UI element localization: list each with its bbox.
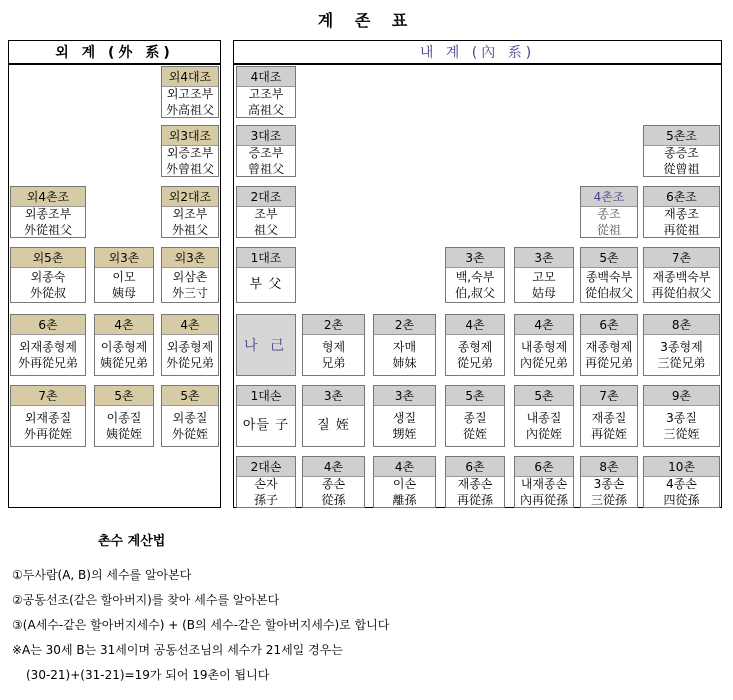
kin-cell-body: [581, 335, 637, 375]
kin-degree-header: 2대조: [237, 187, 295, 207]
kin-label: 姉妹: [392, 356, 417, 370]
kin-degree-header: 10촌: [644, 457, 719, 477]
kin-cell-body: [237, 477, 295, 507]
kin-degree-header: 4촌: [374, 457, 435, 477]
kin-cell-n3chon-saeng: [373, 385, 436, 447]
kin-cell-body: [11, 406, 85, 446]
kin-label: 外高祖父: [165, 103, 214, 117]
kin-label: 외재종질: [24, 411, 72, 425]
kin-label: 再從姪: [590, 427, 627, 441]
kin-degree-header: 4촌: [446, 315, 504, 335]
kin-label: 아들 子: [242, 418, 290, 433]
kin-degree-header: 8촌: [644, 315, 719, 335]
kin-label: 3종질: [666, 411, 697, 425]
kin-cell-body: [303, 335, 364, 375]
kin-label: 離孫: [392, 493, 417, 507]
kin-cell-body: [374, 406, 435, 446]
kin-label: 從伯叔父: [584, 286, 633, 300]
kin-degree-header: 5촌: [446, 386, 504, 406]
kin-label: 再從祖: [663, 223, 700, 237]
kin-cell-n3chon-baek: [445, 247, 505, 303]
kin-degree-header: 외4대조: [162, 67, 218, 87]
kin-cell-body: [162, 335, 218, 375]
kin-cell-body: [11, 335, 85, 375]
kin-cell-body: [581, 477, 637, 507]
kin-cell-n6chon-son: [445, 456, 505, 508]
kin-label: 종질: [463, 411, 487, 425]
kin-label: 종백숙부: [585, 270, 633, 284]
kin-cell-body: [581, 207, 637, 237]
kin-cell-n8chon-sam: [643, 314, 720, 376]
kin-label: 외종질: [172, 411, 208, 425]
kin-cell-o5chon: [10, 247, 86, 303]
kin-degree-header: 7촌: [644, 248, 719, 268]
kin-label: 曾祖父: [247, 162, 284, 176]
kin-cell-n5chon-jong: [445, 385, 505, 447]
kin-label: 이종형제: [100, 340, 148, 354]
kin-label: 4종손: [666, 477, 697, 491]
kin-label: 外從叔: [29, 286, 66, 300]
kin-cell-n3daejo: [236, 125, 296, 177]
kin-degree-header: 7촌: [11, 386, 85, 406]
kin-cell-body: [11, 268, 85, 302]
kin-degree-header: 2대손: [237, 457, 295, 477]
kin-degree-header: 3촌: [303, 386, 364, 406]
kin-cell-o7chon: [10, 385, 86, 447]
kin-label: 외조부: [172, 207, 208, 221]
kin-label: 三從姪: [663, 427, 700, 441]
kin-degree-header: 4대조: [237, 67, 295, 87]
kin-degree-header: 6촌: [11, 315, 85, 335]
method-step-1: ①두사람(A, B)의 세수를 알아본다: [12, 568, 192, 582]
kin-cell-n4chon-ison: [373, 456, 436, 508]
kin-cell-body: [95, 406, 153, 446]
kin-cell-n4daejo: [236, 66, 296, 118]
kin-cell-n4chon-nae: [514, 314, 574, 376]
kin-cell-body: [644, 406, 719, 446]
kin-cell-n8chon-son: [580, 456, 638, 508]
kin-cell-body: [237, 207, 295, 237]
kin-cell-o6chon: [10, 314, 86, 376]
kin-label: 甥姪: [392, 427, 417, 441]
kin-cell-body: [581, 406, 637, 446]
kin-cell-o4chon-oe: [161, 314, 219, 376]
kin-label: 內再從孫: [519, 493, 568, 507]
kin-label: 내재종손: [520, 477, 568, 491]
kin-cell-n4chon-jong: [445, 314, 505, 376]
kin-degree-header: 4촌조: [581, 187, 637, 207]
kin-cell-n1daeson: [236, 385, 296, 447]
kin-label: 四從孫: [663, 493, 700, 507]
kin-label: 外三寸: [171, 286, 208, 300]
kin-cell-n3chon-gomo: [514, 247, 574, 303]
kin-cell-body: [644, 477, 719, 507]
method-title: 촌수 계산법: [98, 534, 166, 549]
kin-cell-body: [644, 335, 719, 375]
kin-label: 자매: [392, 340, 417, 354]
kin-degree-header: 3대조: [237, 126, 295, 146]
kin-degree-header: 5촌: [515, 386, 573, 406]
kin-degree-header: 4촌: [95, 315, 153, 335]
kin-degree-header: 2촌: [374, 315, 435, 335]
kin-label: 질 姪: [317, 418, 350, 433]
kin-cell-body: [303, 477, 364, 507]
kin-cell-body: [644, 268, 719, 302]
kin-degree-header: 4촌: [515, 315, 573, 335]
kin-cell-n2daejo: [236, 186, 296, 238]
kin-degree-header: 2촌: [303, 315, 364, 335]
kin-degree-header: 9촌: [644, 386, 719, 406]
kin-degree-header: 7촌: [581, 386, 637, 406]
kin-cell-body: [237, 87, 295, 117]
kin-label: 三從孫: [590, 493, 627, 507]
outer-lineage-header: 외 계 (外 系): [8, 40, 221, 64]
kin-label: 內從姪: [525, 427, 562, 441]
kin-cell-n4chonjo: [580, 186, 638, 238]
kin-label: 外從祖父: [23, 223, 72, 237]
kin-label: 이모: [112, 270, 136, 284]
method-example-1: ※A는 30세 B는 31세이며 공동선조님의 세수가 21세일 경우는: [12, 643, 343, 657]
kin-label: 종증조: [664, 146, 699, 160]
kin-label: 外再從姪: [23, 427, 72, 441]
kin-label: 孫子: [253, 493, 278, 507]
kin-label: 祖父: [253, 223, 278, 237]
kin-cell-body: [446, 406, 504, 446]
kin-label: 3종형제: [660, 340, 703, 354]
kin-label: 부 父: [249, 277, 283, 292]
kin-degree-header: 외5촌: [11, 248, 85, 268]
kin-cell-body: [515, 477, 573, 507]
kin-cell-n7chon-suk: [643, 247, 720, 303]
kin-label: 姨從兄弟: [99, 356, 148, 370]
page-title: 계 존 표: [317, 11, 416, 30]
kin-cell-o4chonjo: [10, 186, 86, 238]
self-cell: 나 己: [236, 314, 296, 376]
kin-cell-body: [162, 87, 218, 117]
kin-label: 再從兄弟: [584, 356, 633, 370]
kin-label: 재종백숙부: [652, 270, 711, 284]
kin-label: 재종손: [457, 477, 493, 491]
kin-cell-body: [303, 406, 364, 446]
kin-label: 姨母: [111, 286, 136, 300]
kin-cell-o2daejo: [161, 186, 219, 238]
kin-cell-n6chon-nae: [514, 456, 574, 508]
kin-label: 從姪: [462, 427, 487, 441]
kin-cell-o5chon-oe: [161, 385, 219, 447]
kin-cell-n1daejo: [236, 247, 296, 303]
kin-cell-body: [644, 207, 719, 237]
kin-label: 외종조부: [24, 207, 72, 221]
kin-label: 재종조: [664, 207, 699, 221]
kin-label: 高祖父: [247, 103, 284, 117]
kin-cell-o3chon-imo: [94, 247, 154, 303]
kin-degree-header: 외2대조: [162, 187, 218, 207]
kin-cell-body: [237, 268, 295, 302]
kin-degree-header: 8촌: [581, 457, 637, 477]
method-example-2: (30-21)+(31-21)=19가 되어 19촌이 됩니다: [26, 668, 270, 682]
kin-cell-body: [644, 146, 719, 176]
kin-cell-n9chon-sam: [643, 385, 720, 447]
kin-degree-header: 6촌: [581, 315, 637, 335]
kin-cell-body: [374, 477, 435, 507]
kin-degree-header: 5촌: [581, 248, 637, 268]
kin-cell-body: [515, 268, 573, 302]
kin-label: 外曾祖父: [165, 162, 214, 176]
kin-degree-header: 5촌: [162, 386, 218, 406]
kin-cell-o4daejo: [161, 66, 219, 118]
kin-cell-body: [515, 406, 573, 446]
kin-degree-header: 외3촌: [95, 248, 153, 268]
kin-cell-body: [11, 207, 85, 237]
kin-degree-header: 5촌조: [644, 126, 719, 146]
kin-cell-body: [374, 335, 435, 375]
kin-cell-body: [162, 406, 218, 446]
kin-label: 종조: [597, 207, 621, 221]
kin-cell-n5chon-suk: [580, 247, 638, 303]
kin-degree-header: 외4촌조: [11, 187, 85, 207]
kin-degree-header: 6촌: [446, 457, 504, 477]
kin-cell-body: [581, 268, 637, 302]
kin-cell-n5chonjo: [643, 125, 720, 177]
kin-label: 이손: [392, 477, 417, 491]
kin-label: 외고조부: [166, 87, 214, 101]
kin-cell-n2chon-jamae: [373, 314, 436, 376]
kin-label: 고조부: [248, 87, 284, 101]
kin-cell-n6chonjo: [643, 186, 720, 238]
kin-cell-n7chon-jae: [580, 385, 638, 447]
kin-label: 姨從姪: [105, 427, 142, 441]
kin-cell-o4chon-i: [94, 314, 154, 376]
kin-cell-body: [162, 146, 218, 176]
kin-label: 從孫: [321, 493, 346, 507]
method-step-3: ③(A세수-같은 할아버지세수) + (B의 세수-같은 할아버지세수)로 합니다: [12, 618, 390, 632]
kin-label: 兄弟: [321, 356, 346, 370]
kin-label: 손자: [254, 477, 278, 491]
kin-label: 백,숙부: [455, 270, 495, 284]
kin-label: 從祖: [596, 223, 621, 237]
kin-label: 再從伯叔父: [651, 286, 712, 300]
kin-label: 從兄弟: [456, 356, 493, 370]
kin-cell-body: [162, 268, 218, 302]
kin-label: 外從兄弟: [165, 356, 214, 370]
kin-label: 외증조부: [166, 146, 214, 160]
kin-cell-body: [95, 268, 153, 302]
kin-label: 이종질: [106, 411, 142, 425]
kin-label: 형제: [321, 340, 346, 354]
kin-label: 伯,叔父: [455, 286, 495, 300]
kin-label: 從曾祖: [663, 162, 700, 176]
kin-label: 재종형제: [585, 340, 633, 354]
kin-label: 증조부: [248, 146, 284, 160]
kin-cell-n2chon-hyeongje: [302, 314, 365, 376]
kin-label: 3종손: [593, 477, 625, 491]
kin-label: 재종질: [591, 411, 627, 425]
kin-cell-n3chon-jil: [302, 385, 365, 447]
kin-degree-header: 5촌: [95, 386, 153, 406]
kin-cell-n2daeson: [236, 456, 296, 508]
kin-label: 조부: [254, 207, 278, 221]
kin-degree-header: 외3대조: [162, 126, 218, 146]
kin-cell-body: [515, 335, 573, 375]
kin-cell-body: [237, 406, 295, 446]
kin-label: 外祖父: [171, 223, 208, 237]
kin-label: 外再從兄弟: [17, 356, 78, 370]
kin-degree-header: 6촌조: [644, 187, 719, 207]
kin-label: 외재종형제: [19, 340, 77, 354]
kin-cell-n10chon: [643, 456, 720, 508]
kin-cell-body: [162, 207, 218, 237]
kin-label: 외삼촌: [172, 270, 208, 284]
kin-label: 외종형제: [166, 340, 214, 354]
kin-cell-o5chon-i: [94, 385, 154, 447]
kin-degree-header: 3촌: [515, 248, 573, 268]
kin-cell-n4chon-son: [302, 456, 365, 508]
kin-label: 三從兄弟: [657, 356, 706, 370]
kin-degree-header: 3촌: [446, 248, 504, 268]
kin-cell-o3chon-samchon: [161, 247, 219, 303]
kin-label: 외종숙: [30, 270, 66, 284]
kin-label: 종형제: [457, 340, 493, 354]
kin-degree-header: 3촌: [374, 386, 435, 406]
kin-degree-header: 6촌: [515, 457, 573, 477]
kin-label: 再從孫: [456, 493, 493, 507]
kin-cell-body: [446, 268, 504, 302]
kin-label: 姑母: [531, 286, 556, 300]
method-step-2: ②공동선조(같은 할아버지)를 찾아 세수를 알아본다: [12, 593, 280, 607]
kin-cell-body: [446, 477, 504, 507]
kin-label: 고모: [532, 270, 556, 284]
kin-label: 내종질: [526, 411, 562, 425]
kin-degree-header: 4촌: [303, 457, 364, 477]
kin-label: 內從兄弟: [519, 356, 568, 370]
kin-cell-n6chon-jae: [580, 314, 638, 376]
kin-label: 내종형제: [520, 340, 568, 354]
kin-label: 생질: [392, 411, 417, 425]
kin-cell-o3daejo: [161, 125, 219, 177]
kin-label: 外從姪: [171, 427, 208, 441]
kin-cell-body: [95, 335, 153, 375]
kin-degree-header: 1대손: [237, 386, 295, 406]
kin-degree-header: 외3촌: [162, 248, 218, 268]
kin-cell-body: [446, 335, 504, 375]
kin-degree-header: 4촌: [162, 315, 218, 335]
inner-lineage-header: 내 계 (內 系): [233, 40, 722, 64]
kin-cell-n5chon-nae: [514, 385, 574, 447]
kin-degree-header: 1대조: [237, 248, 295, 268]
kin-label: 종손: [321, 477, 346, 491]
kin-cell-body: [237, 146, 295, 176]
